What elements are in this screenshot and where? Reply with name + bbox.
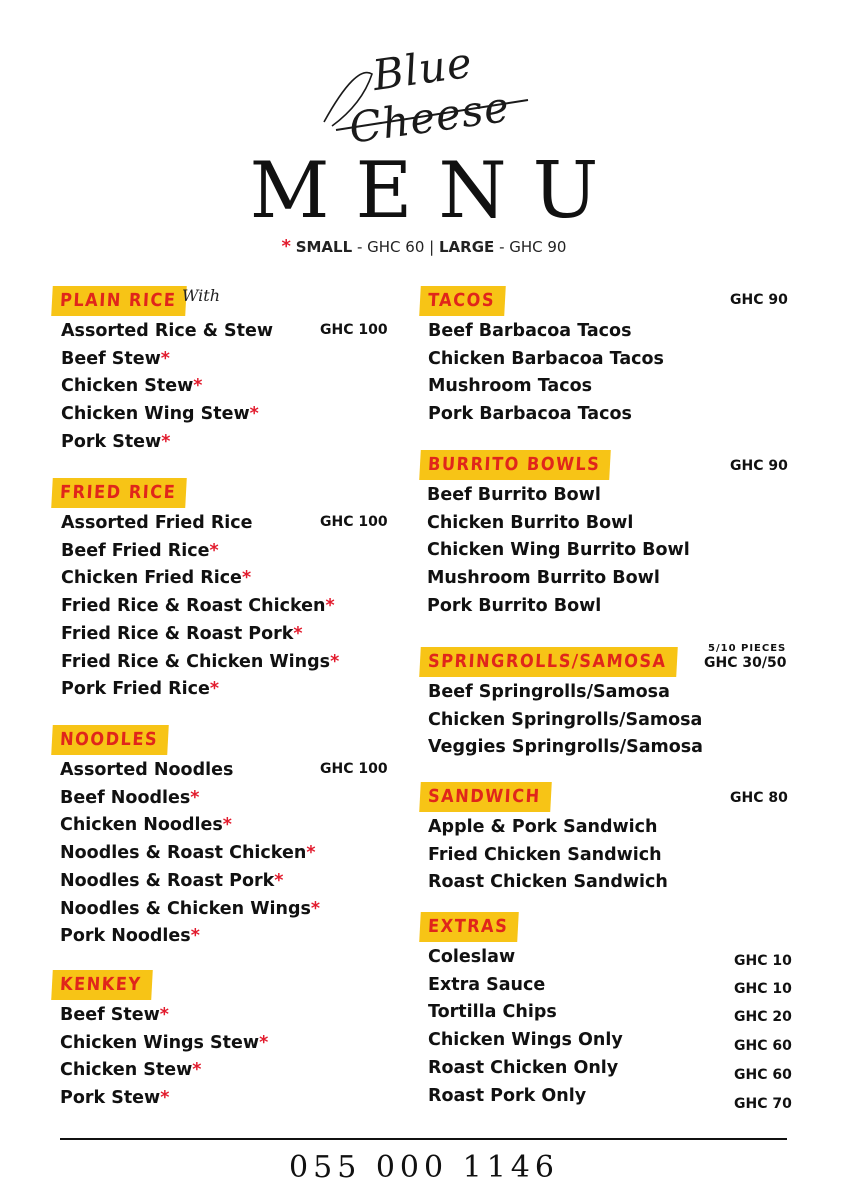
menu-item: Beef Burrito Bowl [427, 485, 601, 505]
footer-divider [60, 1138, 787, 1140]
menu-item: Assorted Rice & Stew [61, 321, 274, 341]
brand-name: Blue Cheese [346, 37, 513, 153]
menu-item: Roast Chicken Only GHC 60 [428, 1057, 792, 1083]
menu-item: Assorted Noodles [60, 760, 234, 780]
section-fried-rice [52, 478, 392, 704]
menu-item: Chicken Barbacoa Tacos [428, 348, 664, 369]
menu-item: Chicken Burrito Bowl [427, 512, 634, 533]
menu-item: Chicken Wings Stew* [60, 1032, 269, 1053]
section-price: GHC 100 [320, 761, 388, 777]
section-price-label: 5/10 PIECES [708, 643, 787, 654]
menu-item: Fried Rice & Chicken Wings* [61, 651, 340, 672]
page-title: MENU [249, 146, 625, 236]
menu-item: Pork Stew* [60, 1088, 170, 1109]
menu-item: Noodles & Roast Chicken* [60, 843, 316, 864]
section-sandwich [420, 782, 790, 897]
menu-item: Chicken Stew* [60, 1060, 202, 1081]
menu-item: Beef Stew* [60, 1005, 169, 1025]
menu-item: Roast Pork Only GHC 70 [428, 1085, 792, 1112]
menu-item: Pork Noodles* [60, 926, 200, 947]
section-plain-rice [52, 286, 392, 457]
section-price: GHC 30/50 [704, 655, 787, 671]
section-burrito-bowls [420, 450, 790, 621]
menu-item: Chicken Fried Rice* [61, 568, 252, 589]
menu-item: Roast Chicken Sandwich [428, 872, 668, 893]
section-price: GHC 100 [320, 322, 388, 338]
menu-item: Pork Burrito Bowl [427, 595, 602, 616]
section-tacos [420, 286, 790, 429]
section-extras [420, 912, 790, 1110]
menu-item: Noodles & Roast Pork* [60, 870, 284, 891]
menu-item: Chicken Wing Burrito Bowl [427, 540, 690, 561]
menu-item: Apple & Pork Sandwich [428, 817, 658, 837]
menu-item: Mushroom Burrito Bowl [427, 568, 660, 589]
menu-item: Tortilla Chips GHC 20 [428, 1002, 792, 1026]
menu-item: Veggies Springrolls/Samosa [428, 737, 703, 758]
menu-item: Chicken Springrolls/Samosa [428, 709, 703, 730]
menu-item: Coleslaw GHC 10 [428, 947, 792, 969]
phone-number: 055 000 1146 [289, 1150, 559, 1185]
menu-item: Assorted Fried Rice [61, 513, 253, 533]
section-springrolls-samosa [420, 643, 790, 762]
menu-item: Fried Rice & Roast Pork* [61, 623, 303, 644]
section-title: SANDWICH [419, 782, 551, 812]
menu-item: Beef Stew* [61, 348, 170, 369]
section-price: GHC 100 [320, 514, 388, 530]
section-price: GHC 90 [730, 292, 788, 308]
menu-item: Chicken Wings Only GHC 60 [428, 1030, 792, 1055]
section-noodles [52, 725, 392, 951]
menu-item: Beef Noodles* [60, 787, 200, 808]
menu-item: Pork Barbacoa Tacos [428, 404, 632, 425]
menu-item: Beef Fried Rice* [61, 540, 219, 561]
section-title: FRIED RICE [51, 478, 187, 508]
section-title: SPRINGROLLS/SAMOSA [419, 647, 677, 677]
menu-item: Extra Sauce GHC 10 [428, 974, 792, 997]
menu-item: Fried Rice & Roast Chicken* [61, 596, 335, 617]
section-title: KENKEY [51, 970, 152, 1000]
section-price: GHC 80 [730, 790, 788, 806]
menu-item: Pork Fried Rice* [61, 679, 220, 700]
section-kenkey [52, 970, 392, 1113]
menu-item: Chicken Stew* [61, 376, 203, 397]
menu-item: Noodles & Chicken Wings* [60, 898, 321, 919]
section-title: EXTRAS [419, 912, 519, 942]
section-title: PLAIN RICE [51, 286, 187, 316]
brand-logo [296, 34, 556, 153]
section-price: GHC 90 [730, 458, 788, 474]
section-title: TACOS [419, 286, 506, 316]
section-title: NOODLES [51, 725, 169, 755]
menu-item: Beef Springrolls/Samosa [428, 682, 670, 702]
menu-item: Mushroom Tacos [428, 376, 593, 397]
section-title: BURRITO BOWLS [419, 450, 611, 480]
menu-item: Beef Barbacoa Tacos [428, 321, 632, 341]
menu-item: Chicken Noodles* [60, 815, 232, 836]
menu-item: Fried Chicken Sandwich [428, 844, 662, 865]
size-price-note: * SMALL - GHC 60 | LARGE - GHC 90 [281, 236, 567, 257]
menu-item: Chicken Wing Stew* [61, 404, 259, 425]
menu-item: Pork Stew* [61, 431, 171, 452]
section-note: With [182, 286, 221, 305]
